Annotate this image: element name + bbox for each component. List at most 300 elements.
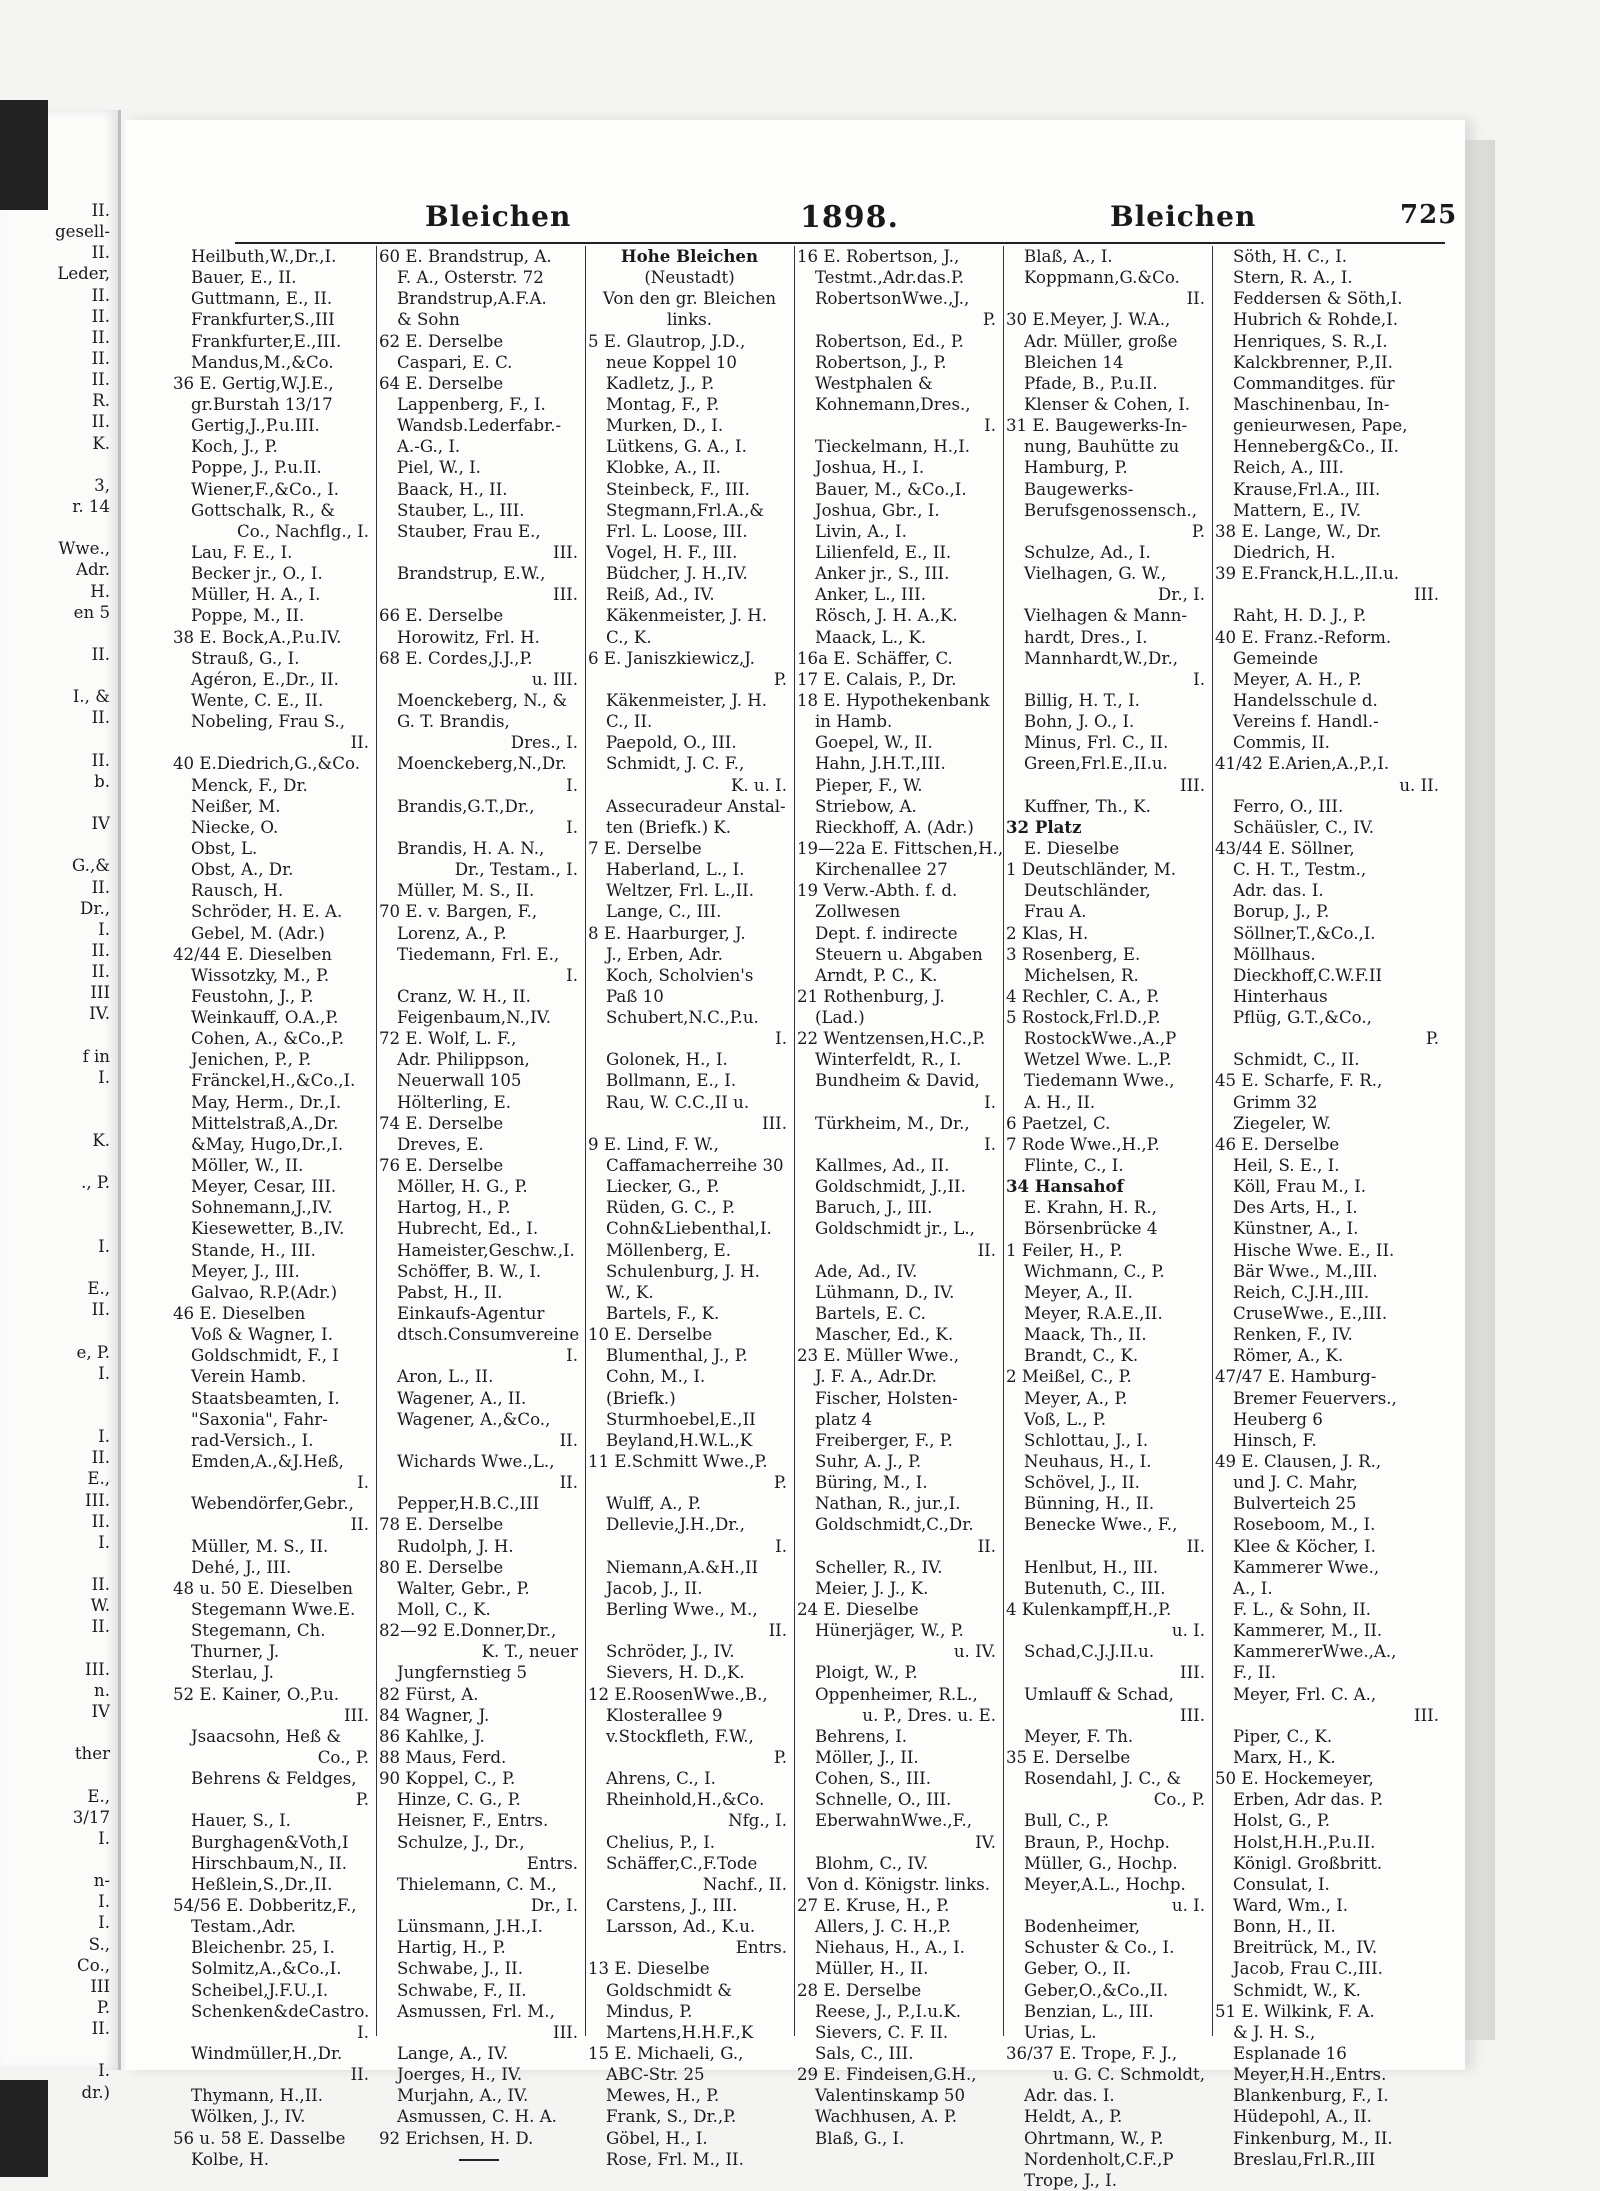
entry-line: III. xyxy=(344,1705,369,1725)
left-fragment-line xyxy=(0,517,110,538)
entry-line: Frl. L. Loose, III. xyxy=(606,521,748,541)
entry-line: 1 Feiler, H., P. xyxy=(1006,1240,1123,1260)
entry-line: Hüdepohl, A., II. xyxy=(1233,2107,1372,2127)
entry-line: Chelius, P., I. xyxy=(606,1832,716,1852)
entry-line: 46 E. Dieselben xyxy=(173,1304,306,1324)
entry-line: P. xyxy=(1191,521,1205,541)
entry-line: C., II. xyxy=(606,712,653,732)
entry-line: 56 u. 58 E. Dasselbe xyxy=(173,2128,346,2148)
entry-line: Umlauff & Schad, xyxy=(1024,1684,1174,1704)
entry-line: Stern, R. A., I. xyxy=(1233,268,1353,288)
entry-line: Robertson, Ed., P. xyxy=(815,331,964,351)
left-fragment-line: Adr. xyxy=(76,560,110,580)
entry-line: Walter, Gebr., P. xyxy=(397,1578,530,1598)
entry-line: Schäffer,C.,F.Tode xyxy=(606,1853,758,1873)
entry-line: Rose, Frl. M., II. xyxy=(606,2149,744,2169)
entry-line: Scheller, R., IV. xyxy=(815,1557,943,1577)
entry-line: Bartels, E. C. xyxy=(815,1304,926,1324)
entry-line: 5 E. Glautrop, J.D., xyxy=(588,331,746,351)
entry-line: Erben, Adr das. P. xyxy=(1233,1790,1384,1810)
entry-line: Jacob, J., II. xyxy=(606,1578,703,1598)
left-fragment-line: ., P. xyxy=(81,1173,110,1193)
entry-line: Hubrecht, Ed., I. xyxy=(397,1219,539,1239)
entry-line: Steuern u. Abgaben xyxy=(815,944,983,964)
entry-line: I. xyxy=(566,775,578,795)
entry-line: 54/56 E. Dobberitz,F., xyxy=(173,1895,357,1915)
entry-line: Suhr, A. J., P. xyxy=(815,1452,922,1472)
entry-line: Cranz, W. H., II. xyxy=(397,986,531,1006)
entry-line: 12 E.RoosenWwe.,B., xyxy=(588,1684,768,1704)
entry-line: 62 E. Derselbe xyxy=(379,331,504,351)
entry-line: Möllhaus. xyxy=(1233,944,1316,964)
left-fragment-line xyxy=(0,1088,110,1109)
entry-line: Müller, G., Hochp. xyxy=(1024,1853,1178,1873)
left-fragment-line: I., & xyxy=(72,687,110,707)
entry-line: Joerges, H., IV. xyxy=(397,2065,523,2085)
left-fragment-line xyxy=(0,454,110,475)
entry-line: Dr., Testam., I. xyxy=(454,860,578,880)
entry-line: Hohe Bleichen xyxy=(620,246,759,266)
entry-line: Lütkens, G. A., I. xyxy=(606,437,747,457)
entry-line: Ohrtmann, W., P. xyxy=(1024,2128,1164,2148)
entry-line: Söth, H. C., I. xyxy=(1233,247,1348,266)
entry-line: Menck, F., Dr. xyxy=(191,775,308,795)
entry-line: Steinbeck, F., III. xyxy=(606,479,750,499)
left-fragment-line xyxy=(0,1320,110,1341)
entry-line: nung, Bauhütte zu xyxy=(1024,437,1180,457)
entry-line: 78 E. Derselbe xyxy=(379,1515,504,1535)
entry-line: Urias, L. xyxy=(1024,2022,1097,2042)
entry-line: Schmidt, J. C. F., xyxy=(606,754,745,774)
entry-line: Verein Hamb. xyxy=(191,1367,307,1387)
entry-line: Meyer, A. H., P. xyxy=(1233,669,1362,689)
entry-line: Blaß, G., I. xyxy=(815,2128,905,2148)
entry-line: I. xyxy=(566,965,578,985)
left-fragment-line: Wwe., xyxy=(58,539,110,559)
entry-line: EberwahnWwe.,F., xyxy=(815,1811,973,1831)
entry-line: Cohen, A., &Co.,P. xyxy=(191,1029,345,1049)
entry-line: Green,Frl.E.,II.u. xyxy=(1024,754,1168,774)
left-fragment-line xyxy=(0,729,110,750)
entry-line: Hinterhaus xyxy=(1233,986,1328,1006)
entry-line: III. xyxy=(1180,1663,1205,1683)
left-fragment-line: II. xyxy=(91,1617,110,1637)
entry-line: Freiberger, F., P. xyxy=(815,1430,953,1450)
entry-line: Nfg., I. xyxy=(728,1811,787,1831)
entry-line: Benzian, L., III. xyxy=(1024,2001,1154,2021)
entry-line: & J. H. S., xyxy=(1233,2022,1316,2042)
entry-line: 3 Rosenberg, E. xyxy=(1006,944,1141,964)
entry-line: Piel, W., I. xyxy=(397,458,481,478)
entry-line: Hartig, H., P. xyxy=(397,1938,506,1958)
entry-line: Handelsschule d. xyxy=(1233,690,1378,710)
left-fragment-line: II. xyxy=(91,285,110,305)
entry-line: Kalckbrenner, P.,II. xyxy=(1233,352,1393,372)
entry-line: Behrens & Feldges, xyxy=(191,1769,357,1789)
entry-line: Dr., I. xyxy=(530,1895,578,1915)
entry-line: P. xyxy=(982,310,996,330)
entry-line: Meyer,H.H.,Entrs. xyxy=(1233,2065,1387,2085)
column-divider xyxy=(1212,246,1213,2036)
entry-line: 42/44 E. Dieselben xyxy=(173,944,332,964)
left-fragment-line: ther xyxy=(74,1744,110,1764)
entry-line: Martens,H.H.F.,K xyxy=(606,2022,754,2042)
entry-line: Pflüg, G.T.,&Co., xyxy=(1233,1008,1372,1028)
entry-line: Co., Nachflg., I. xyxy=(237,521,369,541)
left-fragment-line: II. xyxy=(91,243,110,263)
entry-line: Mascher, Ed., K. xyxy=(815,1325,954,1345)
left-fragment-line: II. xyxy=(91,412,110,432)
entry-line: Türkheim, M., Dr., xyxy=(815,1113,970,1133)
entry-line: Kolbe, H. xyxy=(191,2149,269,2169)
entry-line: K. u. I. xyxy=(730,775,787,795)
entry-line: 66 E. Derselbe xyxy=(379,606,504,626)
entry-line: Renken, F., IV. xyxy=(1233,1325,1353,1345)
left-fragment-line xyxy=(0,1722,110,1743)
entry-line: u. P., Dres. u. E. xyxy=(862,1705,996,1725)
entry-line: Tiedemann, Frl. E., xyxy=(397,944,560,964)
left-fragment-line: n- xyxy=(93,1871,110,1891)
entry-line: II. xyxy=(1186,1536,1205,1556)
entry-line: Pepper,H.B.C.,III xyxy=(397,1494,540,1514)
entry-line: Neuerwall 105 xyxy=(397,1071,522,1091)
book-tab-top xyxy=(0,100,48,210)
entry-line: I. xyxy=(357,2022,369,2042)
entry-line: Moenckeberg, N., & xyxy=(397,690,568,710)
entry-line: 46 E. Derselbe xyxy=(1215,1134,1340,1154)
entry-line: A., I. xyxy=(1233,1578,1273,1598)
entry-line: Guttmann, E., II. xyxy=(191,289,333,309)
entry-line: III. xyxy=(553,542,578,562)
entry-line: Hinze, C. G., P. xyxy=(397,1790,521,1810)
entry-line: Schröder, J., IV. xyxy=(606,1642,735,1662)
entry-line: Büring, M., I. xyxy=(815,1473,928,1493)
left-fragment-line: H. xyxy=(90,581,110,601)
left-fragment-line: III xyxy=(90,983,110,1003)
entry-line: Ahrens, C., I. xyxy=(606,1769,716,1789)
entry-line: Montag, F., P. xyxy=(606,394,720,414)
entry-line: Ferro, O., III. xyxy=(1233,796,1344,816)
entry-line: Schad,C.J.J.II.u. xyxy=(1024,1642,1155,1662)
left-fragment-line: II. xyxy=(91,370,110,390)
entry-line: Klosterallee 9 xyxy=(606,1705,723,1725)
entry-line: Niemann,A.&H.,II xyxy=(606,1557,759,1577)
entry-line: Poppe, M., II. xyxy=(191,606,305,626)
entry-line: Geber,O.,&Co.,II. xyxy=(1024,1980,1169,2000)
entry-line: Staatsbeamten, I. xyxy=(191,1388,340,1408)
entry-line: Dreves, E. xyxy=(397,1134,484,1154)
entry-line: Mindus, P. xyxy=(606,2001,693,2021)
entry-line: Möller, W., II. xyxy=(191,1156,304,1176)
left-fragment-line: II. xyxy=(91,327,110,347)
entry-line: F., II. xyxy=(1233,1663,1277,1683)
entry-line: 38 E. Lange, W., Dr. xyxy=(1215,521,1382,541)
entry-line: Büdcher, J. H.,IV. xyxy=(606,564,748,584)
entry-line: Winterfeldt, R., I. xyxy=(815,1050,962,1070)
entry-line: Dres., I. xyxy=(510,733,578,753)
entry-line: II. xyxy=(977,1536,996,1556)
entry-line: Lorenz, A., P. xyxy=(397,923,507,943)
column-divider xyxy=(1003,246,1004,2036)
entry-line: (Briefk.) xyxy=(606,1388,676,1408)
entry-line: Schlottau, J., I. xyxy=(1024,1430,1149,1450)
left-fragment-line xyxy=(0,1194,110,1215)
entry-line: Becker jr., O., I. xyxy=(191,564,323,584)
entry-line: Stauber, Frau E., xyxy=(397,521,541,541)
entry-line: Gemeinde xyxy=(1233,648,1319,668)
entry-line: Co., P. xyxy=(317,1747,369,1767)
entry-line: v.Stockfleth, F.W., xyxy=(606,1726,754,1746)
entry-line: Solmitz,A.,&Co.,I. xyxy=(191,1959,342,1979)
entry-line: 76 E. Derselbe xyxy=(379,1156,504,1176)
column-end-dash xyxy=(459,2159,499,2161)
entry-line: Brandstrup, E.W., xyxy=(397,564,546,584)
entry-line: Cohn, M., I. xyxy=(606,1367,706,1387)
entry-line: Anker, L., III. xyxy=(815,585,926,605)
entry-line: Einkaufs-Agentur xyxy=(397,1304,545,1324)
entry-line: Entrs. xyxy=(735,1938,787,1958)
entry-line: Testam.,Adr. xyxy=(191,1917,296,1937)
entry-line: 16 E. Robertson, J., xyxy=(797,247,960,266)
entry-line: Pabst, H., II. xyxy=(397,1282,503,1302)
entry-line: Schenken&deCastro. xyxy=(191,2001,370,2021)
entry-line: 10 E. Derselbe xyxy=(588,1325,713,1345)
left-fragment-line: II. xyxy=(91,2019,110,2039)
entry-line: Nathan, R., jur.,I. xyxy=(815,1494,961,1514)
entry-line: Schäüsler, C., IV. xyxy=(1233,817,1375,837)
entry-line: Dehé, J., III. xyxy=(191,1557,292,1577)
entry-line: Käkenmeister, J. H. xyxy=(606,690,768,710)
entry-line: Beyland,H.W.L.,K xyxy=(606,1430,753,1450)
entry-line: Maack, L., K. xyxy=(815,627,927,647)
entry-line: Möller, J., II. xyxy=(815,1747,919,1767)
entry-line: Wichmann, C., P. xyxy=(1024,1261,1165,1281)
entry-line: 92 Erichsen, H. D. xyxy=(379,2128,534,2148)
entry-line: Thielemann, C. M., xyxy=(397,1874,557,1894)
entry-line: 2 Klas, H. xyxy=(1006,923,1089,943)
entry-line: ten (Briefk.) K. xyxy=(606,817,732,837)
left-fragment-line: f in xyxy=(82,1046,110,1066)
entry-line: Von d. Königstr. links. xyxy=(806,1874,991,1894)
left-fragment-line: III. xyxy=(85,1659,110,1679)
entry-line: Tieckelmann, H.,I. xyxy=(815,437,971,457)
entry-line: u. I. xyxy=(1171,1621,1205,1641)
left-fragment-line: II. xyxy=(91,348,110,368)
entry-line: 6 Paetzel, C. xyxy=(1006,1113,1111,1133)
left-fragment-line: I. xyxy=(98,1532,110,1552)
entry-line: Trope, J., I. xyxy=(1024,2170,1117,2190)
entry-line: I. xyxy=(566,817,578,837)
entry-line: 86 Kahlke, J. xyxy=(379,1726,485,1746)
entry-line: 43/44 E. Söllner, xyxy=(1215,838,1355,858)
entry-line: Klobke, A., II. xyxy=(606,458,721,478)
entry-line: Scheibel,J.F.U.,I. xyxy=(191,1980,329,2000)
entry-line: 39 E.Franck,H.L.,II.u. xyxy=(1215,564,1400,584)
page-year: 1898. xyxy=(800,200,899,235)
entry-line: Hartog, H., P. xyxy=(397,1198,511,1218)
entry-line: Brandt, C., K. xyxy=(1024,1346,1139,1366)
entry-line: Vereins f. Handl.- xyxy=(1233,712,1379,732)
entry-line: 21 Rothenburg, J. xyxy=(797,986,945,1006)
entry-line: Römer, A., K. xyxy=(1233,1346,1344,1366)
entry-line: Stegemann, Ch. xyxy=(191,1621,326,1641)
entry-line: Livin, A., I. xyxy=(815,521,907,541)
entry-line: Heuberg 6 xyxy=(1233,1409,1323,1429)
entry-line: Schöffer, B. W., I. xyxy=(397,1261,542,1281)
entry-line: Heil, S. E., I. xyxy=(1233,1156,1340,1176)
left-fragment-line: Dr., xyxy=(80,898,110,918)
entry-line: Wachhusen, A. P. xyxy=(815,2107,958,2127)
left-fragment-line xyxy=(0,1553,110,1574)
entry-line: Horowitz, Frl. H. xyxy=(397,627,540,647)
entry-line: III. xyxy=(553,2022,578,2042)
entry-line: Behrens, I. xyxy=(815,1726,908,1746)
entry-line: Köll, Frau M., I. xyxy=(1233,1177,1367,1197)
entry-line: Henneberg&Co., II. xyxy=(1233,437,1399,457)
entry-line: Bulverteich 25 xyxy=(1233,1494,1357,1514)
entry-line: Adr. das. I. xyxy=(1024,2086,1115,2106)
entry-line: Stegmann,Frl.A.,& xyxy=(606,500,765,520)
entry-line: Mittelstraß,A.,Dr. xyxy=(191,1113,339,1133)
entry-line: Carstens, J., III. xyxy=(606,1895,738,1915)
entry-line: Vielhagen, G. W., xyxy=(1024,564,1167,584)
entry-line: Robertson, J., P. xyxy=(815,352,947,372)
right-page-edge xyxy=(1465,140,1495,2040)
left-fragment-line xyxy=(0,1257,110,1278)
entry-line: dtsch.Consumvereine xyxy=(397,1325,580,1345)
entry-line: Künstner, A., I. xyxy=(1233,1219,1359,1239)
entry-line: III. xyxy=(762,1113,787,1133)
entry-line: Bauer, E., II. xyxy=(191,268,297,288)
entry-line: Reese, J., P.,I.u.K. xyxy=(815,2001,962,2021)
left-fragment-line xyxy=(0,1024,110,1045)
entry-line: platz 4 xyxy=(815,1409,873,1429)
left-fragment-line: II. xyxy=(91,306,110,326)
left-fragment-line: I. xyxy=(98,1236,110,1256)
entry-line: Mattern, E., IV. xyxy=(1233,500,1362,520)
entry-line: Feddersen & Söth,I. xyxy=(1233,289,1403,309)
entry-line: Nobeling, Frau S., xyxy=(191,712,346,732)
entry-line: Frau A. xyxy=(1024,902,1087,922)
entry-line: Commanditges. für xyxy=(1233,373,1395,393)
column-5 xyxy=(1006,246,1209,2190)
entry-line: 88 Maus, Ferd. xyxy=(379,1747,507,1767)
entry-line: Sohnemann,J.,IV. xyxy=(191,1198,333,1218)
entry-line: 13 E. Dieselbe xyxy=(588,1959,710,1979)
entry-line: Kiesewetter, B.,IV. xyxy=(191,1219,345,1239)
entry-line: Bohn, J. O., I. xyxy=(1024,712,1135,732)
entry-line: Moenckeberg,N.,Dr. xyxy=(397,754,567,774)
entry-line: K. T., neuer xyxy=(481,1642,578,1662)
entry-line: Dieckhoff,C.W.F.II xyxy=(1233,965,1383,985)
entry-line: Brandstrup,A.F.A. xyxy=(397,289,547,309)
entry-line: Rausch, H. xyxy=(191,881,284,901)
entry-line: Dellevie,J.H.,Dr., xyxy=(606,1515,745,1535)
entry-line: Klee & Köcher, I. xyxy=(1233,1536,1376,1556)
entry-line: 5 Rostock,Frl.D.,P. xyxy=(1006,1008,1161,1028)
entry-line: Aron, L., II. xyxy=(397,1367,494,1387)
entry-line: C. H. T., Testm., xyxy=(1233,860,1367,880)
entry-line: Ade, Ad., IV. xyxy=(815,1261,918,1281)
left-fragment-line: II. xyxy=(91,201,110,220)
entry-line: Maschinenbau, In- xyxy=(1233,394,1390,414)
entry-line: Goldschmidt, F., I xyxy=(191,1346,339,1366)
entry-line: Goepel, W., II. xyxy=(815,733,933,753)
entry-line: Anker jr., S., III. xyxy=(815,564,950,584)
entry-line: Finkenburg, M., II. xyxy=(1233,2128,1393,2148)
entry-line: Bremer Feuervers., xyxy=(1233,1388,1397,1408)
entry-line: Windmüller,H.,Dr. xyxy=(191,2043,343,2063)
entry-line: 16a E. Schäffer, C. xyxy=(797,648,953,668)
entry-line: Tiedemann Wwe., xyxy=(1024,1071,1175,1091)
entry-line: Bartels, F., K. xyxy=(606,1304,720,1324)
entry-line: E. Krahn, H. R., xyxy=(1024,1198,1157,1218)
left-fragment-line: en 5 xyxy=(73,602,110,622)
left-fragment-line: II. xyxy=(91,644,110,664)
entry-line: Klenser & Cohen, I. xyxy=(1024,394,1191,414)
entry-line: Bär Wwe., M.,III. xyxy=(1233,1261,1378,1281)
entry-line: 24 E. Dieselbe xyxy=(797,1600,919,1619)
left-fragment-line: r. 14 xyxy=(72,496,110,516)
entry-line: Haberland, L., I. xyxy=(606,860,745,880)
entry-line: Emden,A.,&J.Heß, xyxy=(191,1452,344,1472)
entry-line: Webendörfer,Gebr., xyxy=(191,1494,354,1514)
entry-line: Joshua, H., I. xyxy=(815,458,925,478)
entry-line: Lilienfeld, E., II. xyxy=(815,542,952,562)
entry-line: Diedrich, H. xyxy=(1233,542,1336,562)
entry-line: Schuster & Co., I. xyxy=(1024,1938,1175,1958)
entry-line: Ward, Wm., I. xyxy=(1233,1895,1349,1915)
left-fragment-line xyxy=(0,792,110,813)
left-fragment-line xyxy=(0,1151,110,1172)
left-fragment-line: III xyxy=(90,1976,110,1996)
entry-line: I. xyxy=(984,416,996,436)
entry-line: links. xyxy=(666,310,713,330)
entry-line: 15 E. Michaeli, G., xyxy=(588,2043,744,2063)
entry-line: & Sohn xyxy=(397,310,460,330)
entry-line: Kammerer, M., II. xyxy=(1233,1621,1383,1641)
entry-line: Hameister,Geschw.,I. xyxy=(397,1240,575,1260)
left-fragment-line: K. xyxy=(92,1131,110,1151)
entry-line: A. H., II. xyxy=(1024,1092,1096,1112)
entry-line: Bollmann, E., I. xyxy=(606,1071,737,1091)
entry-line: P. xyxy=(355,1790,369,1810)
entry-line: Hölterling, E. xyxy=(397,1092,512,1112)
left-fragment-line: 3/17 xyxy=(72,1807,110,1827)
column-1 xyxy=(173,246,373,2169)
page-title-left: Bleichen xyxy=(425,200,572,233)
entry-line: Adr. Müller, große xyxy=(1024,331,1178,351)
entry-line: Königl. Großbritt. xyxy=(1233,1853,1383,1873)
entry-line: u. G. C. Schmoldt, xyxy=(1052,2065,1205,2085)
entry-line: Sals, C., III. xyxy=(815,2043,914,2063)
header-rule xyxy=(235,242,1445,244)
entry-line: Marx, H., K. xyxy=(1233,1747,1336,1767)
left-fragment-line: II. xyxy=(91,1448,110,1468)
entry-line: Fischer, Holsten- xyxy=(815,1388,958,1408)
entry-line: Burghagen&Voth,I xyxy=(191,1832,349,1852)
entry-line: Wölken, J., IV. xyxy=(191,2107,306,2127)
left-fragment-line: II. xyxy=(91,877,110,897)
entry-line: II. xyxy=(768,1621,787,1641)
entry-line: Poppe, J., P.u.II. xyxy=(191,458,322,478)
entry-line: Jenichen, P., P. xyxy=(191,1050,312,1070)
entry-line: Hünerjäger, W., P. xyxy=(815,1621,964,1641)
left-fragment-line: I. xyxy=(98,1828,110,1848)
left-fragment-line: II. xyxy=(91,962,110,982)
entry-line: Feigenbaum,N.,IV. xyxy=(397,1008,551,1028)
entry-line: 60 E. Brandstrup, A. xyxy=(379,247,552,266)
